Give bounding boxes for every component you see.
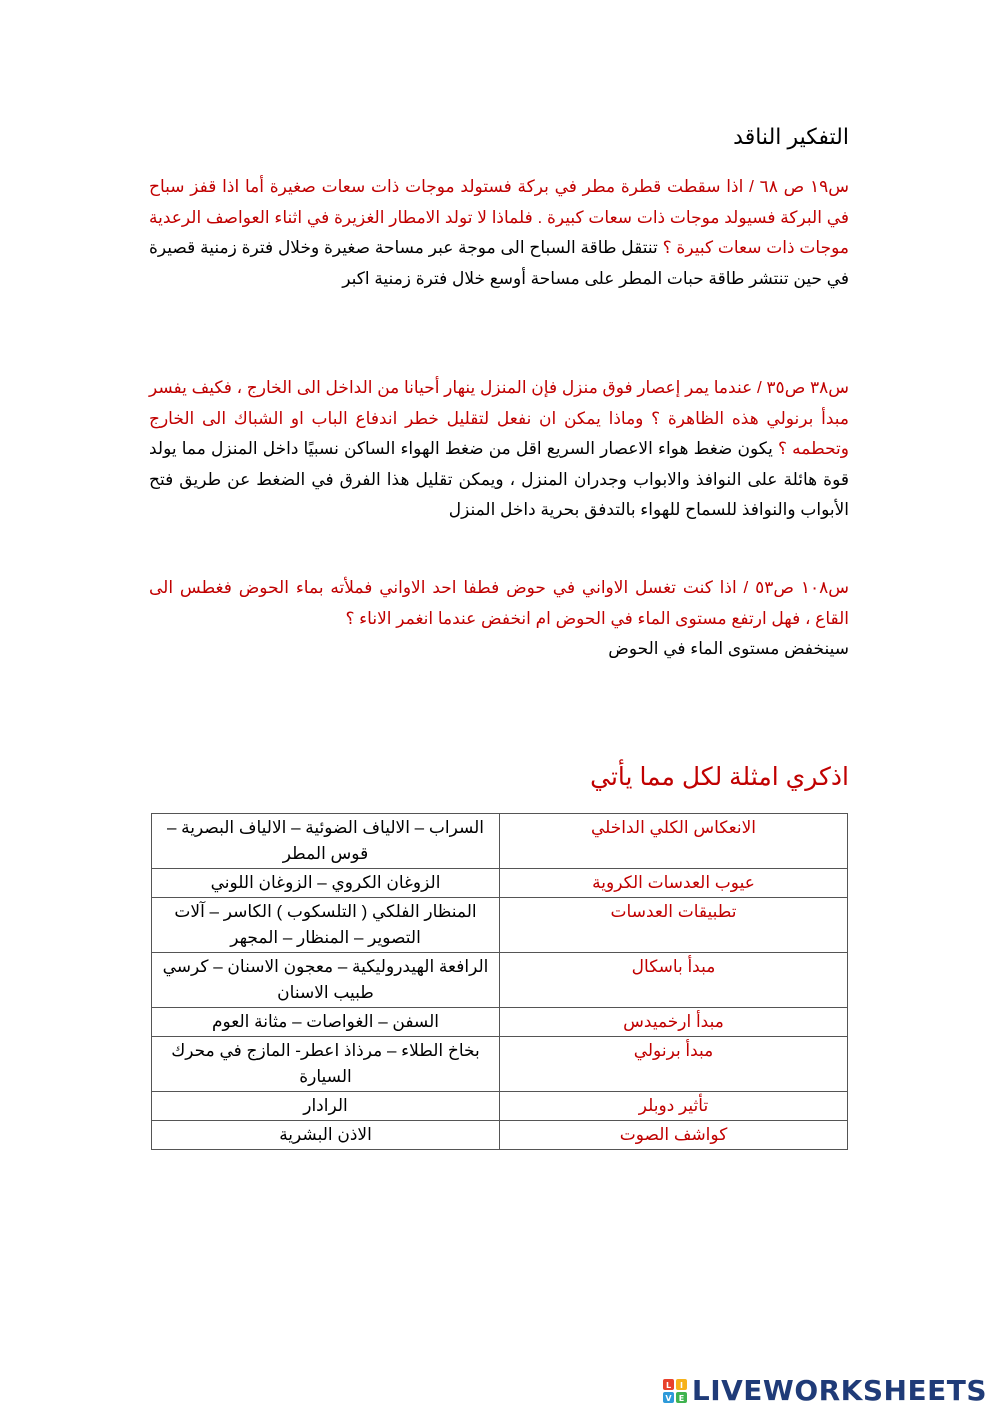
examples-title: اذكري امثلة لكل مما يأتي — [590, 763, 849, 791]
svg-text:E: E — [678, 1393, 685, 1403]
table-row — [152, 1008, 848, 1037]
table-row — [152, 1092, 848, 1121]
table-row — [152, 814, 848, 869]
examples-cell: السفن – الغواصات – مثانة العوم — [152, 1008, 500, 1037]
concept-cell: كواشف الصوت — [500, 1121, 848, 1150]
svg-text:I: I — [679, 1380, 683, 1390]
concept-cell: مبدأ برنولي — [500, 1037, 848, 1092]
liveworksheets-watermark — [662, 1374, 987, 1407]
examples-cell: الرادار — [152, 1092, 500, 1121]
question-block-2 — [149, 373, 849, 526]
table-row — [152, 1121, 848, 1150]
concept-cell: تطبيقات العدسات — [500, 898, 848, 953]
table-row — [152, 953, 848, 1008]
answer-text: سينخفض مستوى الماء في الحوض — [608, 639, 849, 658]
examples-cell: المنظار الفلكي ( التلسكوب ) الكاسر – آلات التصوير – المنظار – المجهر — [152, 898, 500, 953]
section-heading: التفكير الناقد — [733, 124, 849, 149]
concept-cell: عيوب العدسات الكروية — [500, 869, 848, 898]
table-row — [152, 1037, 848, 1092]
answer-text: يكون ضغط هواء الاعصار السريع اقل من ضغط الهواء الساكن نسبيًا داخل المنزل مما يولد قوة هائلة على النوافذ والابواب وجدران المنزل ، ويمكن تقليل هذا الفرق في الضغط عن طريق فتح الأبواب والنوافذ للسماح للهواء بالتدفق بحرية داخل المنزل — [149, 439, 849, 519]
svg-text:L: L — [665, 1380, 671, 1390]
concept-cell: مبدأ ارخميدس — [500, 1008, 848, 1037]
table-row — [152, 898, 848, 953]
question-block-3 — [149, 573, 849, 665]
examples-cell: بخاخ الطلاء – مرذاذ اعطر- المازج في محرك السيارة — [152, 1037, 500, 1092]
table-row — [152, 869, 848, 898]
question-text: س١٠٨ ص٥٣ / اذا كنت تغسل الاواني في حوض فطفا احد الاواني فملأته بماء الحوض فغطس الى القاع ، فهل ارتفع مستوى الماء في الحوض ام انخفض عندما انغمر الاناء ؟ — [149, 578, 849, 628]
question-text: س١٩ ص ٦٨ / اذا سقطت قطرة مطر في بركة فستولد موجات ذات سعات صغيرة أما اذا قفز سباح في البركة فسيولد موجات ذات سعات كبيرة . فلماذا لا تولد الامطار الغزيرة في اثناء العواصف الرعدية موجات ذات سعات كبيرة ؟ — [149, 177, 849, 257]
answer-text: تنتقل طاقة السباح الى موجة عبر مساحة صغيرة وخلال فترة زمنية قصيرة في حين تنتشر طاقة حبات المطر على مساحة أوسع خلال فترة زمنية اكبر — [149, 238, 849, 288]
concept-cell: الانعكاس الكلي الداخلي — [500, 814, 848, 869]
question-text: س٣٨ ص٣٥ / عندما يمر إعصار فوق منزل فإن المنزل ينهار أحيانا من الداخل الى الخارج ، فكيف يفسر مبدأ برنولي هذه الظاهرة ؟ وماذا يمكن ان نفعل لتقليل خطر اندفاع الباب او الشباك الى الخارج وتحطمه ؟ — [149, 378, 849, 458]
liveworksheets-logo-icon — [662, 1378, 688, 1404]
examples-cell: الرافعة الهيدروليكية – معجون الاسنان – كرسي طبيب الاسنان — [152, 953, 500, 1008]
examples-cell: الزوغان الكروي – الزوغان اللوني — [152, 869, 500, 898]
question-block-1 — [149, 172, 849, 294]
examples-cell: الاذن البشرية — [152, 1121, 500, 1150]
svg-text:V: V — [665, 1393, 672, 1403]
concept-cell: مبدأ باسكال — [500, 953, 848, 1008]
concept-cell: تأثير دوبلر — [500, 1092, 848, 1121]
examples-table — [151, 813, 848, 1150]
watermark-text: LIVEWORKSHEETS — [691, 1374, 987, 1407]
examples-cell: السراب – الالياف الضوئية – الالياف البصرية – قوس المطر — [152, 814, 500, 869]
